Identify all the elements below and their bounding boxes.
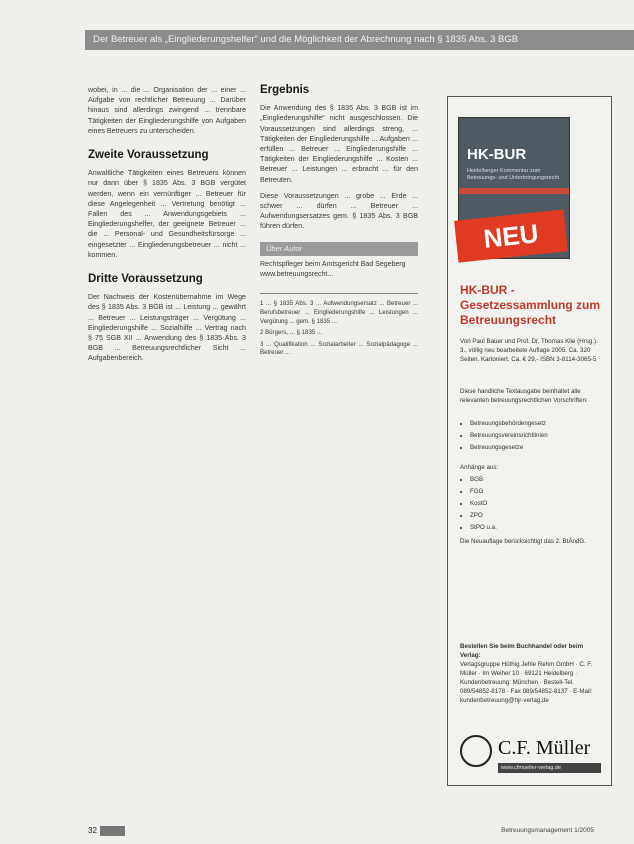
text-column-middle [260,85,418,361]
publisher-logo [460,735,605,777]
paragraph: Der Nachweis der Kostenübernahme im Wege des § 1835 Abs. 3 BGB ist ... Leistung ... gewährt ... Betreuer ... Leistungsträger ... Vergütung ... Eingliederungshilfe ... Sozialhilfe ... Vertrag nach § 75 SGB XII ... Anwendung des § 1835 Abs. 3 BGB ... Betreuungsrechtlicher Sicht ... Aufgabenbereich. [88,293,246,363]
ad-publisher-info: Verlagsgruppe Hüthig Jehle Rehm GmbH · C. F. Müller · Im Weiher 10 · 69121 Heidelberg · Kundenbetreuung: München · Bestell-Tel. 089/54852-8178 · Fax 089/54852-8137 · E-Mail: kundenbetreuung@hjr-verlag.de [460,661,593,704]
section-heading: Zweite Voraussetzung [88,149,209,162]
ad-list-item: • KostO [470,499,605,508]
section-heading: Dritte Voraussetzung [88,273,203,286]
intro-paragraph: wobei, in ... die ... Organisation der ... einer ... Aufgabe von rechtlicher Betreuung ... Darüber hinaus sind allerdings zwingend ... trennbare Tätigkeiten der Eingliederungshilfe von Aufgaben eines Betreuers zu unterscheiden. [88,86,246,135]
book-advertisement [447,96,612,786]
footnotes [260,293,418,358]
journal-footer: Betreuungsmanagement 1/2005 [501,827,594,834]
text-column-left [88,85,246,370]
book-cover-band [459,188,569,194]
author-info [260,260,418,280]
author-label: Über Autor [260,242,418,256]
ad-intro: Diese handliche Textausgabe beinhaltet alle relevanten betreuungsrechtlichen Vorschriften: [460,388,588,404]
author-email[interactable]: www.betreuungsrecht... [260,270,334,278]
publisher-url[interactable]: www.cfmueller-verlag.de [498,763,601,773]
footnote: 1 ... § 1835 Abs. 3 ... Aufwendungsersatz ... Betreuer ... Berufsbetreuer ... Eingliederungshilfe ... Leistungen ... Vergütung ... gem. § 1835 ... [260,300,418,325]
footnote: 2 Bürgers, ... § 1835 ... [260,329,322,337]
ad-bullets-2 [460,475,605,535]
ad-list-item: • Betreuungsvereinsrichtlinien [470,431,605,440]
running-header: Der Betreuer als „Eingliederungshelfer“ und die Möglichkeit der Abrechnung nach § 1835 Abs. 3 BGB [85,30,634,50]
paragraph: Diese Voraussetzungen ... grobe ... Erde ... schwer ... dürfen ... Betreuer ... Aufwendungsersatzes gem. § 1835 Abs. 3 BGB führen dürfen. [260,191,418,231]
ad-note: Die Neuauflage berücksichtigt das 2. BtÄndG. [460,538,586,545]
publisher-logo-icon [460,735,492,767]
section-heading: Ergebnis [260,84,310,96]
ad-appendix-label: Anhänge aus: [460,464,499,471]
page-number: 32 [88,826,97,835]
page-number-bar [100,826,125,836]
author-affiliation: Rechtspfleger beim Amtsgericht Bad Segeberg [260,260,406,268]
publisher-name: C.F. Müller [498,737,591,759]
ad-list-item: • Betreuungsbehördengesetz [470,419,605,428]
ad-list-item: • Betreuungsgesetze [470,443,605,452]
book-cover-subtitle: Heidelberger Kommentar zum Betreuungs- und Unterbringungsrecht [467,168,560,181]
ad-bullets-1 [460,419,605,455]
paragraph: Anwaltliche Tätigkeiten eines Betreuers können nur dann über § 1835 Abs. 3 BGB vergütet werden, wenn ein vernünftiger ... Betreuer für diese Angelegenheit ... Vertretung benötigt ... Fallen des ... Anwendungsgebiets ... Eingliederungshelfer, der geeignete Betreuer ... die ... Personal- und Gesundheitsfürsorge ... eingesetzter ... Eingliederungsbetreuer ... nicht ... kommen. [88,169,246,259]
footnote: 3 ... Qualifikation ... Sozialarbeiter ... Sozialpädagoge ... Betreuer ... [260,340,418,357]
ad-title: HK-BUR - Gesetzessammlung zum Betreuungsrecht [460,283,601,327]
paragraph: Die Anwendung des § 1835 Abs. 3 BGB ist im „Eingliederungshilfe“ nicht ausgeschlossen. Die Voraussetzungen sind allerdings streng, ... Tätigkeiten der Eingliederungshilfe ... Aufgaben ... erfüllen ... Betreuer ... Eingliederungshilfe ... Tätigkeiten der Eingliederungshilfe ... Kosten ... Betreuer ... Leistungen ... erbracht ... für den Betreuten. [260,104,418,184]
new-badge: NEU [454,209,568,262]
ad-list-item: • BGB [470,475,605,484]
book-cover-title: HK-BUR [467,146,527,163]
ad-order-heading: Bestellen Sie beim Buchhandel oder beim Verlag: [460,643,584,659]
ad-list-item: • FGG [470,487,605,496]
ad-list-item: • ZPO [470,511,605,520]
ad-editors: Von Paul Bauer und Prof. Dr. Thomas Klie (Hrsg.). 3., völlig neu bearbeitete Auflage 2005. Ca. 320 Seiten. Kartoniert. Ca. € 29,- ISBN 3-8114-3065-5 [460,338,598,363]
ad-list-item: • StPO u.a. [470,523,605,532]
